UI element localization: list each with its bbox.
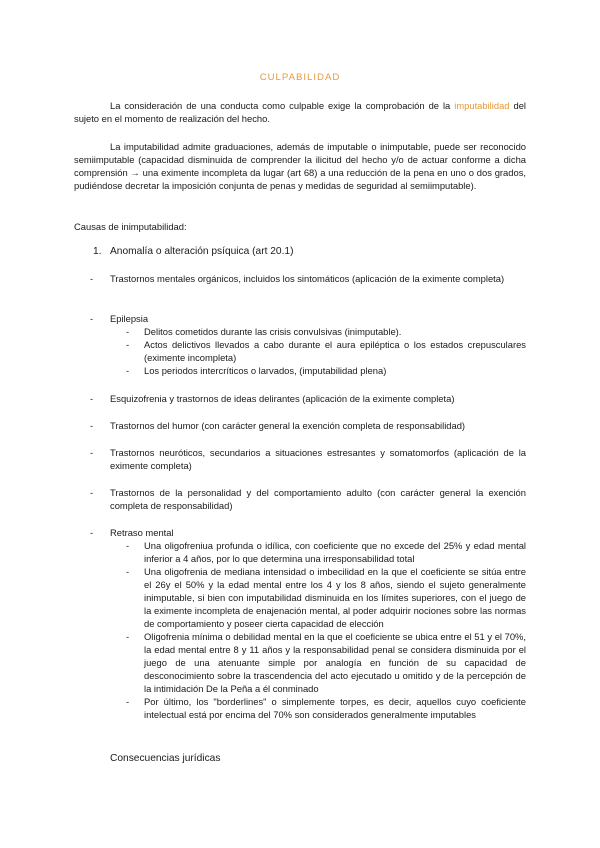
page-title: CULPABILIDAD	[259, 72, 341, 83]
dash-marker: -	[90, 393, 94, 404]
sub-item	[126, 630, 526, 695]
sub-item	[126, 565, 526, 630]
dash-marker: -	[90, 527, 94, 538]
bullet-esquizofrenia	[74, 392, 526, 405]
intro-p2-text: La imputabilidad admite graduaciones, además de imputable o inimputable, puede ser reconocido semiimputable (capacidad disminuida de comprender la ilicitud del hecho y/o de actuar conforme a dicha comprensión → una eximente incompleta da lugar (art 68) a una reducción de la pena en uno o dos grados, pudiéndose decretar la imposición conjunta de penas y medidas de seguridad al semiimputable).	[74, 141, 526, 191]
intro-paragraph-1	[74, 99, 526, 125]
bullet-epilepsia	[74, 312, 526, 377]
sub-item	[126, 338, 526, 364]
section-1-heading	[93, 245, 293, 258]
bullet-text: Trastornos neuróticos, secundarios a situaciones estresantes y somatomorfos (aplicación de la eximente completa)	[110, 447, 526, 471]
dash-marker: -	[126, 540, 130, 551]
sub-item-text: Actos delictivos llevados a cabo durante el aura epiléptica o los estados crepusculares (eximente incompleta)	[144, 339, 526, 363]
intro-p1-text: La consideración de una conducta como culpable exige la comprobación de la	[110, 100, 455, 111]
bullet-text: Epilepsia	[110, 313, 149, 324]
dash-marker: -	[126, 566, 130, 577]
dash-marker: -	[126, 339, 130, 350]
sub-item-text: Los periodos intercríticos o larvados, (imputabilidad plena)	[144, 365, 387, 376]
causas-heading: Causas de inimputabilidad:	[74, 221, 187, 232]
dash-marker: -	[126, 365, 130, 376]
section-number: 1.	[93, 246, 102, 257]
consecuencias-heading: Consecuencias jurídicas	[110, 753, 221, 764]
intro-paragraph-2	[74, 140, 526, 192]
sub-item	[126, 695, 526, 721]
intro-p1-text-end: del sujeto en el momento de realización del hecho.	[74, 100, 526, 124]
bullet-text: Esquizofrenia y trastornos de ideas delirantes (aplicación de la eximente completa)	[110, 393, 455, 404]
dash-marker: -	[90, 273, 94, 284]
bullet-text: Trastornos de la personalidad y del comportamiento adulto (con carácter general la exención completa de responsabilidad)	[110, 487, 526, 511]
bullet-text: Retraso mental	[110, 527, 174, 538]
bullet-text: Trastornos del humor (con carácter general la exención completa de responsabilidad)	[110, 420, 466, 431]
bullet-humor	[74, 419, 526, 432]
dash-marker: -	[90, 313, 94, 324]
sub-item-text: Por último, los "borderlines" o simplemente torpes, es decir, aquellos cuyo coeficiente intelectual está por encima del 70% son considerados generalmente imputables	[144, 696, 526, 720]
sub-item-text: Una oligofreniua profunda o idílica, con coeficiente que no excede del 25% y edad mental inferior a 4 años, por lo que determina una irresponsabilidad total	[144, 540, 526, 564]
bullet-text: Trastornos mentales orgánicos, incluidos los sintomáticos (aplicación de la eximente completa)	[110, 273, 505, 284]
sub-item-text: Oligofrenia mínima o debilidad mental en la que el coeficiente se ubica entre el 51 y el 70%, la edad mental entre 8 y 11 años y la responsabilidad penal se considera disminuida por el juego de una atenuante simple por analogía en función de su capacidad de desconocimiento sobre la trascendencia del acto ejecutado u omitido y de la percepción de la intimidación De la Peña a él conminado	[144, 631, 526, 694]
sub-item-text: Una oligofrenia de mediana intensidad o imbecilidad en la que el coeficiente se sitúa entre el 26y el 50% y la edad mental entre los 4 y los 8 años, siendo el sujeto generalmente inimputable, si bien con imputabilidad disminuida en los límites superiores, con el juego de la eximente incompleta de enajenación mental, al poder adquirir nociones sobre las normas de comportamiento y poseer cierta capacidad de elección	[144, 566, 526, 629]
sub-item-text: Delitos cometidos durante las crisis convulsivas (inimputable).	[144, 326, 402, 337]
bullet-neuroticos	[74, 446, 526, 472]
dash-marker: -	[126, 326, 130, 337]
dash-marker: -	[90, 447, 94, 458]
bullet-organicos	[74, 272, 526, 285]
dash-marker: -	[90, 420, 94, 431]
bullet-retraso-mental	[74, 526, 526, 721]
section-label: Anomalía o alteración psíquica (art 20.1)	[110, 246, 294, 257]
dash-marker: -	[126, 631, 130, 642]
sub-item	[126, 539, 526, 565]
dash-marker: -	[90, 487, 94, 498]
imputabilidad-link[interactable]: imputabilidad	[454, 100, 510, 111]
dash-marker: -	[126, 696, 130, 707]
bullet-personalidad	[74, 486, 526, 512]
sub-item	[126, 364, 526, 377]
sub-item	[126, 325, 526, 338]
